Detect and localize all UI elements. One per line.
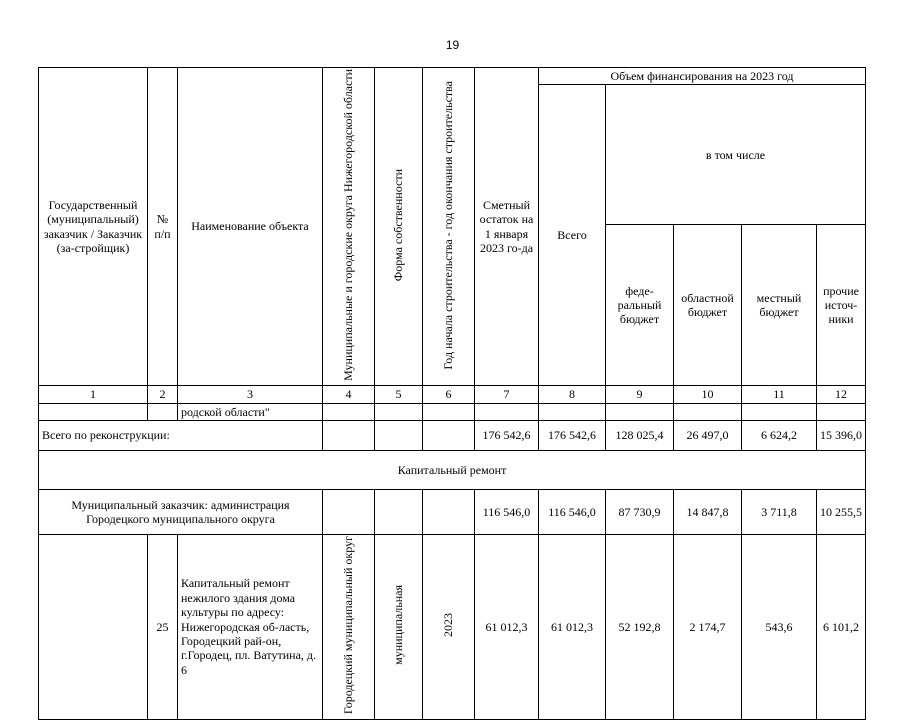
header-ownership: Форма собственности — [375, 68, 423, 386]
col-number: 8 — [539, 386, 606, 403]
reconstruction-federal: 128 025,4 — [606, 421, 674, 451]
reconstruction-total: 176 542,6 — [539, 421, 606, 451]
page-number: 19 — [445, 38, 460, 52]
col-number: 6 — [423, 386, 475, 403]
customer-total: 116 546,0 — [539, 490, 606, 535]
object-ownership: муниципальная — [375, 535, 423, 720]
object-year: 2023 — [423, 535, 475, 720]
column-numbers-row — [39, 386, 866, 403]
reconstruction-total-row — [39, 421, 866, 451]
object-regional: 2 174,7 — [674, 535, 742, 720]
col-number: 3 — [178, 386, 323, 403]
col-number: 1 — [39, 386, 148, 403]
col-number: 9 — [606, 386, 674, 403]
object-district: Городецкий муниципальный округ — [323, 535, 375, 720]
reconstruction-local: 6 624,2 — [742, 421, 817, 451]
header-funding: Объем финансирования на 2023 год — [539, 68, 866, 85]
col-number: 12 — [817, 386, 866, 403]
object-number: 25 — [148, 535, 178, 720]
header-federal: феде-ральный бюджет — [606, 225, 674, 386]
header-total: Всего — [539, 85, 606, 386]
header-object-name: Наименование объекта — [178, 68, 323, 386]
object-estimate: 61 012,3 — [475, 535, 539, 720]
reconstruction-estimate: 176 542,6 — [475, 421, 539, 451]
col-number: 5 — [375, 386, 423, 403]
header-estimate: Сметный остаток на 1 января 2023 го-да — [475, 68, 539, 386]
continuation-row — [39, 403, 866, 420]
reconstruction-total-label: Всего по реконструкции: — [39, 421, 323, 451]
header-years: Год начала строительства - год окончания строительства — [423, 68, 475, 386]
customer-other: 10 255,5 — [817, 490, 866, 535]
header-other: прочие источ-ники — [817, 225, 866, 386]
header-regional: областной бюджет — [674, 225, 742, 386]
col-number: 10 — [674, 386, 742, 403]
object-other: 6 101,2 — [817, 535, 866, 720]
object-row — [39, 535, 866, 720]
col-number: 2 — [148, 386, 178, 403]
section-title: Капитальный ремонт — [39, 451, 866, 490]
customer-row — [39, 490, 866, 535]
object-federal: 52 192,8 — [606, 535, 674, 720]
customer-local: 3 711,8 — [742, 490, 817, 535]
col-number: 7 — [475, 386, 539, 403]
section-row — [39, 451, 866, 490]
col-number: 11 — [742, 386, 817, 403]
header-local: местный бюджет — [742, 225, 817, 386]
customer-federal: 87 730,9 — [606, 490, 674, 535]
financing-table — [38, 67, 866, 720]
header-including: в том числе — [606, 85, 866, 225]
reconstruction-regional: 26 497,0 — [674, 421, 742, 451]
customer-regional: 14 847,8 — [674, 490, 742, 535]
object-name: Капитальный ремонт нежилого здания дома культуры по адресу: Нижегородская об-ласть, Городецкий рай-он, г.Городец, пл. Ватутина, д. 6 — [178, 535, 323, 720]
reconstruction-other: 15 396,0 — [817, 421, 866, 451]
customer-estimate: 116 546,0 — [475, 490, 539, 535]
customer-label: Муниципальный заказчик: администрация Городецкого муниципального округа — [39, 490, 323, 535]
object-total: 61 012,3 — [539, 535, 606, 720]
object-local: 543,6 — [742, 535, 817, 720]
col-number: 4 — [323, 386, 375, 403]
header-number: № п/п — [148, 68, 178, 386]
header-customer: Государственный (муниципальный) заказчик / Заказчик (за-стройщик) — [39, 68, 148, 386]
header-district: Муниципальные и городские округа Нижегородской области — [323, 68, 375, 386]
continuation-text: родской области" — [178, 403, 323, 420]
